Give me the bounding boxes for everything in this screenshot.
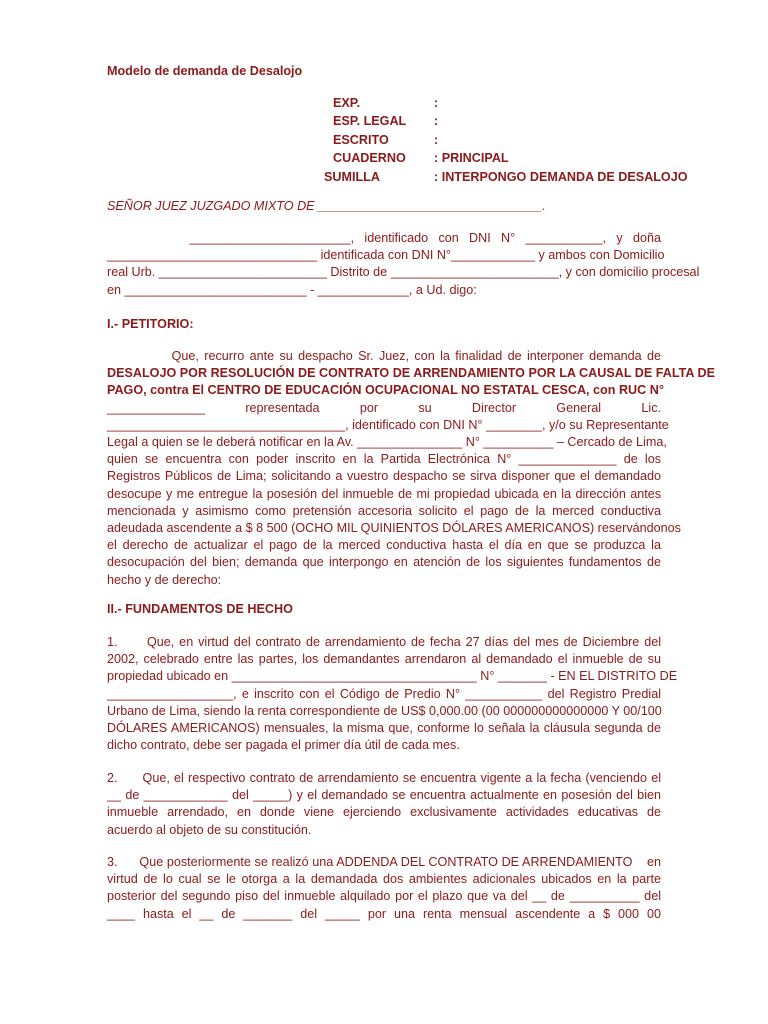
petitorio-paragraph	[107, 348, 716, 589]
fundamento-2-paragraph	[107, 770, 661, 839]
text-line: 1. Que, en virtud del contrato de arrendamiento de fecha 27 días del mes de Diciembre del	[107, 635, 661, 649]
section-heading-fundamentos: II.- FUNDAMENTOS DE HECHO	[107, 602, 293, 616]
intro-paragraph	[107, 230, 700, 299]
text-line: dicho contrato, debe ser pagada el primer día útil de cada mes.	[107, 738, 460, 753]
text-line: PAGO, contra El CENTRO DE EDUCACIÓN OCUPACIONAL NO ESTATAL CESCA, con RUC N°	[107, 383, 664, 398]
text-line: __________________, e inscrito con el Código de Predio N° ___________ del Registro Predial	[107, 686, 661, 701]
text-line: _______________________, identificado con DNI N° ___________, y doña	[107, 231, 661, 245]
text-line: desocupe y me entregue la posesión del inmueble de mi propiedad ubicada en la dirección antes	[107, 486, 661, 501]
meta-key: CUADERNO	[333, 151, 406, 166]
text-line: DESALOJO POR RESOLUCIÓN DE CONTRATO DE ARRENDAMIENTO POR LA CAUSAL DE FALTA DE	[107, 366, 716, 381]
meta-key: EXP.	[333, 96, 361, 110]
case-metadata	[324, 95, 688, 187]
text-line: hecho y de derecho:	[107, 572, 222, 587]
text-line: quien se encuentra con poder inscrito en la Partida Electrónica N° ______________ de los	[107, 452, 661, 467]
meta-value: : PRINCIPAL	[434, 151, 509, 166]
meta-row-exp	[324, 95, 688, 113]
meta-key: ESCRITO	[333, 132, 389, 147]
text-line: adeudada ascendente a $ 8 500 (OCHO MIL QUINIENTOS DÓLARES AMERICANOS) reservándonos	[107, 521, 681, 536]
meta-value: : INTERPONGO DEMANDA DE DESALOJO	[434, 169, 688, 184]
fundamento-1-paragraph	[107, 634, 678, 754]
section-heading-petitorio: I.- PETITORIO:	[107, 317, 194, 331]
text-line: 3. Que posteriormente se realizó una ADDENDA DEL CONTRATO DE ARRENDAMIENTO en	[107, 855, 661, 869]
text-line: virtud de lo cual se le otorga a la demandada dos ambientes adicionales ubicados en la parte	[107, 872, 661, 887]
meta-row-sumilla	[324, 169, 688, 187]
text-line: propiedad ubicado en ___________________________________ N° _______ - EN EL DISTRITO DE	[107, 669, 678, 684]
text-line: inmueble arrendado, en donde viene ejerciendo exclusivamente actividades educativas de	[107, 805, 661, 820]
text-line: 2002, celebrado entre las partes, los demandantes arrendaron al demandado el inmueble de su	[107, 652, 661, 667]
text-line: acuerdo al objeto de su constitución.	[107, 822, 312, 837]
text-line: Registros Públicos de Lima; solicitando a vuestro despacho se sirva disponer que el demandado	[107, 469, 661, 484]
addressee-line: SEÑOR JUEZ JUZGADO MIXTO DE ________________________________.	[107, 199, 546, 213]
text-line: ______________________________ identificada con DNI N°____________ y ambos con Domicilio	[107, 248, 665, 263]
meta-value: :	[434, 96, 439, 110]
text-line: desocupación del bien; demanda que interpongo en atención de los siguientes fundamentos de	[107, 555, 661, 570]
text-line: Legal a quien se le deberá notificar en la Av. _______________ N° __________ – Cercado de Lima,	[107, 435, 667, 450]
text-line: Urbano de Lima, siendo la renta correspondiente de US$ 0,000.00 (00 000000000000000 Y 00/100	[107, 703, 662, 718]
text-line: posterior del segundo piso del inmueble alquilado por el plazo que va del __ de __________ del	[107, 889, 661, 904]
text-line: 2. Que, el respectivo contrato de arrendamiento se encuentra vigente a la fecha (venciendo el	[107, 771, 661, 785]
text-line: Que, recurro ante su despacho Sr. Juez, con la finalidad de interponer demanda de	[107, 349, 661, 363]
text-line: el derecho de actualizar el pago de la merced conductiva hasta el día en que se produzca la	[107, 538, 661, 553]
text-line: ______________ representada por su Director General Lic.	[107, 400, 661, 415]
text-line: DÓLARES AMERICANOS) mensuales, la misma que, conforme lo señala la cláusula segunda de	[107, 721, 661, 736]
meta-value: :	[434, 114, 439, 129]
meta-key: ESP. LEGAL	[333, 114, 407, 129]
text-line: mencionada y asimismo como pretensión accesoria solicito el pago de la merced conductiva	[107, 503, 661, 518]
text-line: ____ hasta el __ de _______ del _____ por una renta mensual ascendente a $ 000 00	[107, 906, 661, 921]
text-line: en __________________________ - _____________, a Ud. digo:	[107, 282, 477, 297]
text-line: __ de ____________ del _____) y el demandado se encuentra actualmente en posesión del bien	[107, 788, 661, 803]
text-line: real Urb. ________________________ Distrito de ________________________, y con domicilio procesal	[107, 265, 700, 280]
meta-key: SUMILLA	[324, 169, 380, 184]
fundamento-3-paragraph	[107, 854, 661, 923]
meta-row-escrito	[324, 132, 688, 150]
meta-row-cuaderno	[324, 150, 688, 168]
meta-value: :	[434, 132, 439, 147]
document-title: Modelo de demanda de Desalojo	[107, 64, 303, 78]
text-line: __________________________________, identificado con DNI N° ________, y/o su Representante	[107, 417, 669, 432]
meta-row-esp-legal	[324, 113, 688, 131]
